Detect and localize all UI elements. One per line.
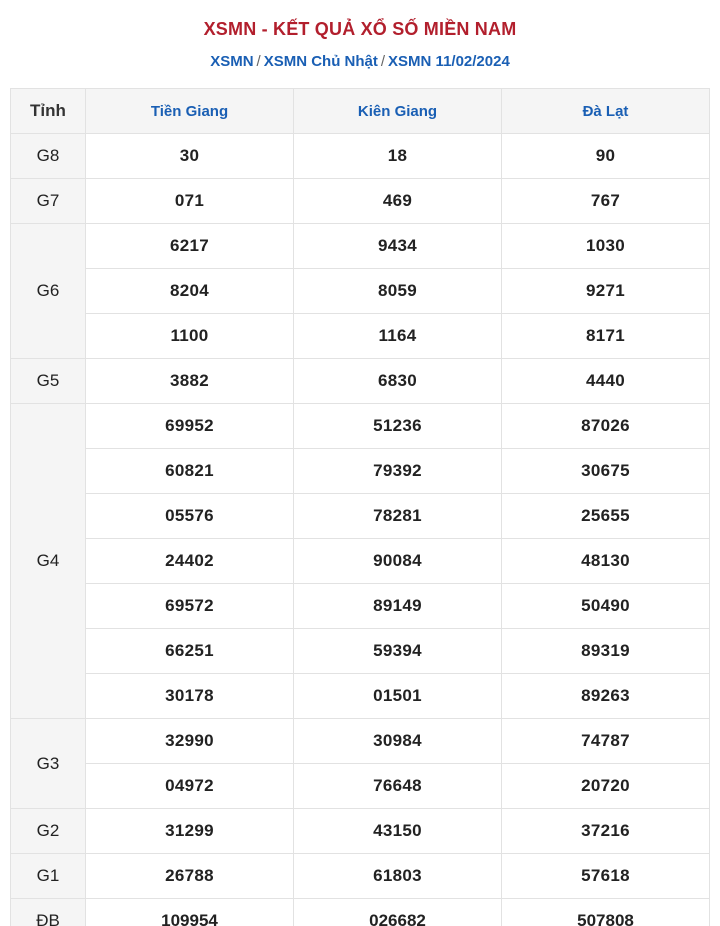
result-g5-da-lat: 4440 <box>502 359 710 404</box>
breadcrumb <box>0 52 720 72</box>
prize-label-db: ĐB <box>11 899 86 926</box>
result-g4-kien-giang-3: 78281 <box>294 494 502 539</box>
result-g6-kien-giang-1: 9434 <box>294 224 502 269</box>
result-g3-da-lat-2: 20720 <box>502 764 710 809</box>
column-header-province-1 <box>86 89 294 134</box>
page-title: XSMN - KẾT QUẢ XỔ SỐ MIỀN NAM <box>203 19 517 39</box>
table-row <box>11 719 710 764</box>
result-g4-tien-giang-2: 60821 <box>86 449 294 494</box>
province-link-kien-giang[interactable]: Kiên Giang <box>357 103 438 120</box>
table-row <box>11 899 710 926</box>
breadcrumb-link-xsmn[interactable]: XSMN <box>210 53 254 70</box>
result-g4-da-lat-6: 89319 <box>502 629 710 674</box>
result-g1-da-lat: 57618 <box>502 854 710 899</box>
table-row <box>11 854 710 899</box>
results-table <box>10 88 710 926</box>
result-g5-kien-giang: 6830 <box>294 359 502 404</box>
column-header-province-2 <box>294 89 502 134</box>
result-g2-kien-giang: 43150 <box>294 809 502 854</box>
column-header-province-3 <box>502 89 710 134</box>
result-g8-da-lat: 90 <box>502 134 710 179</box>
breadcrumb-separator-2: / <box>380 53 386 70</box>
table-row <box>11 359 710 404</box>
result-g4-kien-giang-6: 59394 <box>294 629 502 674</box>
result-g6-tien-giang-1: 6217 <box>86 224 294 269</box>
prize-label-g8: G8 <box>11 134 86 179</box>
table-row <box>11 179 710 224</box>
result-g3-tien-giang-1: 32990 <box>86 719 294 764</box>
result-g6-kien-giang-2: 8059 <box>294 269 502 314</box>
column-header-tinh: Tỉnh <box>11 89 86 134</box>
result-g3-tien-giang-2: 04972 <box>86 764 294 809</box>
result-db-tien-giang: 109954 <box>86 899 294 926</box>
table-row <box>11 404 710 449</box>
prize-label-g4: G4 <box>11 404 86 719</box>
province-link-tien-giang[interactable]: Tiền Giang <box>150 103 229 120</box>
result-db-da-lat: 507808 <box>502 899 710 926</box>
result-g4-tien-giang-3: 05576 <box>86 494 294 539</box>
table-row <box>11 539 710 584</box>
prize-label-g7: G7 <box>11 179 86 224</box>
result-g4-da-lat-2: 30675 <box>502 449 710 494</box>
result-g4-tien-giang-6: 66251 <box>86 629 294 674</box>
result-g6-kien-giang-3: 1164 <box>294 314 502 359</box>
result-g5-tien-giang: 3882 <box>86 359 294 404</box>
prize-label-g3: G3 <box>11 719 86 809</box>
result-g3-da-lat-1: 74787 <box>502 719 710 764</box>
result-g2-tien-giang: 31299 <box>86 809 294 854</box>
result-g3-kien-giang-1: 30984 <box>294 719 502 764</box>
table-row <box>11 134 710 179</box>
table-row <box>11 224 710 269</box>
result-g4-kien-giang-1: 51236 <box>294 404 502 449</box>
result-g4-da-lat-3: 25655 <box>502 494 710 539</box>
result-g4-tien-giang-4: 24402 <box>86 539 294 584</box>
result-g7-tien-giang: 071 <box>86 179 294 224</box>
prize-label-g6: G6 <box>11 224 86 359</box>
table-row <box>11 494 710 539</box>
result-g1-tien-giang: 26788 <box>86 854 294 899</box>
result-g4-da-lat-7: 89263 <box>502 674 710 719</box>
result-g4-da-lat-1: 87026 <box>502 404 710 449</box>
table-row <box>11 314 710 359</box>
prize-label-g1: G1 <box>11 854 86 899</box>
prize-label-g2: G2 <box>11 809 86 854</box>
result-g4-da-lat-4: 48130 <box>502 539 710 584</box>
result-g1-kien-giang: 61803 <box>294 854 502 899</box>
result-g4-da-lat-5: 50490 <box>502 584 710 629</box>
table-row <box>11 764 710 809</box>
result-g6-tien-giang-2: 8204 <box>86 269 294 314</box>
page-header <box>0 0 720 72</box>
result-g8-tien-giang: 30 <box>86 134 294 179</box>
table-row <box>11 674 710 719</box>
results-table-wrapper <box>0 88 720 926</box>
result-g4-tien-giang-5: 69572 <box>86 584 294 629</box>
result-g7-kien-giang: 469 <box>294 179 502 224</box>
prize-label-g5: G5 <box>11 359 86 404</box>
result-g3-kien-giang-2: 76648 <box>294 764 502 809</box>
result-g6-da-lat-3: 8171 <box>502 314 710 359</box>
result-g4-tien-giang-7: 30178 <box>86 674 294 719</box>
result-g8-kien-giang: 18 <box>294 134 502 179</box>
result-g4-tien-giang-1: 69952 <box>86 404 294 449</box>
result-g4-kien-giang-5: 89149 <box>294 584 502 629</box>
breadcrumb-separator-1: / <box>256 53 261 70</box>
table-row <box>11 449 710 494</box>
result-g6-tien-giang-3: 1100 <box>86 314 294 359</box>
result-g4-kien-giang-7: 01501 <box>294 674 502 719</box>
table-row <box>11 629 710 674</box>
result-db-kien-giang: 026682 <box>294 899 502 926</box>
province-link-da-lat[interactable]: Đà Lạt <box>582 103 629 120</box>
result-g2-da-lat: 37216 <box>502 809 710 854</box>
result-g4-kien-giang-4: 90084 <box>294 539 502 584</box>
result-g6-da-lat-2: 9271 <box>502 269 710 314</box>
table-row <box>11 584 710 629</box>
result-g4-kien-giang-2: 79392 <box>294 449 502 494</box>
breadcrumb-link-xsmn-date[interactable]: XSMN 11/02/2024 <box>388 53 510 70</box>
breadcrumb-link-xsmn-chu-nhat[interactable]: XSMN Chủ Nhật <box>263 53 378 70</box>
result-g7-da-lat: 767 <box>502 179 710 224</box>
table-row <box>11 809 710 854</box>
result-g6-da-lat-1: 1030 <box>502 224 710 269</box>
table-row <box>11 269 710 314</box>
table-header-row <box>11 89 710 134</box>
